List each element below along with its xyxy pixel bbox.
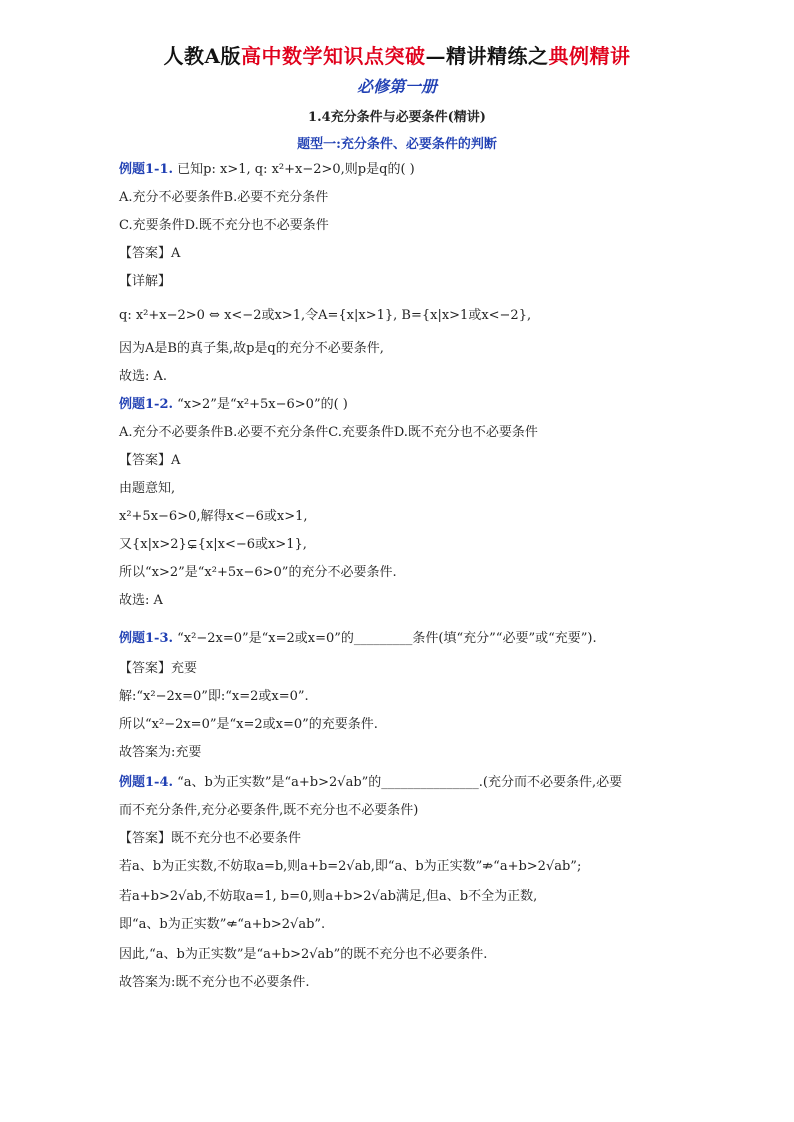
title-part-3: —精讲精练之 <box>425 44 549 68</box>
line-text: 【详解】 <box>119 274 172 289</box>
document-line <box>119 245 180 263</box>
line-text: A.充分不必要条件B.必要不充分条件 <box>119 190 329 205</box>
line-text: 所以“x>2”是“x²+5x−6>0”的充分不必要条件. <box>119 565 397 580</box>
line-text: 所以“x²−2x=0”是“x=2或x=0”的充要条件. <box>119 717 378 732</box>
line-text: 由题意知, <box>119 481 176 496</box>
example-label: 例题1-4. <box>119 775 174 790</box>
line-text: 已知p: x>1, q: x²+x−2>0,则p是q的( ) <box>177 162 415 177</box>
line-text: 故选: A. <box>119 369 168 384</box>
line-text: 又{x|x>2}⊊{x|x<−6或x>1}, <box>119 537 307 552</box>
line-text: “x>2”是“x²+5x−6>0”的( ) <box>177 397 348 412</box>
document-line <box>119 452 180 470</box>
line-text: 因为A是B的真子集,故p是q的充分不必要条件, <box>119 341 384 356</box>
line-text: 【答案】既不充分也不必要条件 <box>119 831 302 846</box>
line-text: 故选: A <box>119 593 163 608</box>
line-text: 而不充分条件,充分必要条件,既不充分也不必要条件) <box>119 803 419 818</box>
document-line <box>119 396 348 414</box>
line-text: A.充分不必要条件B.必要不充分条件C.充要条件D.既不充分也不必要条件 <box>119 425 538 440</box>
section-title: 1.4充分条件与必要条件(精讲) <box>308 110 486 125</box>
document-line <box>119 424 538 442</box>
document-line <box>119 508 308 526</box>
document-title <box>0 40 794 69</box>
document-line <box>119 744 201 762</box>
line-text: x²+5x−6>0,解得x<−6或x>1, <box>119 509 308 524</box>
line-text: 解:“x²−2x=0”即:“x=2或x=0”. <box>119 689 309 704</box>
example-label: 例题1-1. <box>119 162 174 177</box>
document-line <box>119 536 307 554</box>
line-text: 因此,“a、b为正实数”是“a+b>2√ab”的既不充分也不必要条件. <box>119 947 488 962</box>
example-label: 例题1-3. <box>119 631 174 646</box>
document-line <box>119 916 325 934</box>
document-line <box>119 802 418 820</box>
title-part-2: 高中数学知识点突破 <box>241 44 426 68</box>
line-text: 即“a、b为正实数”⇍“a+b>2√ab”. <box>119 917 326 932</box>
line-text: 【答案】A <box>119 453 181 468</box>
title-part-1: 人教A版 <box>163 44 242 68</box>
document-subtitle: 必修第一册 <box>356 77 437 96</box>
document-line <box>119 307 531 325</box>
document-line <box>119 888 537 906</box>
document-line <box>119 189 328 207</box>
document-line <box>119 273 171 291</box>
document-line <box>119 688 309 706</box>
document-line <box>119 161 415 179</box>
line-text: “a、b为正实数”是“a+b>2√ab”的_______________.(充分而不必要条件,必要 <box>177 775 623 790</box>
document-line <box>119 660 197 678</box>
document-line <box>119 217 329 235</box>
document-line <box>119 630 597 648</box>
document-line <box>119 592 163 610</box>
line-text: 【答案】A <box>119 246 181 261</box>
document-line <box>119 946 487 964</box>
line-text: 故答案为:既不充分也不必要条件. <box>119 975 310 990</box>
document-line <box>119 774 622 792</box>
document-line <box>119 480 175 498</box>
document-line <box>119 858 581 876</box>
document-line <box>119 564 397 582</box>
document-line <box>119 716 378 734</box>
document-line <box>119 974 310 992</box>
document-line <box>119 340 384 358</box>
line-text: “x²−2x=0”是“x=2或x=0”的_________条件(填“充分”“必要”或“充要”). <box>177 631 597 646</box>
line-text: q: x²+x−2>0 ⇔ x<−2或x>1,令A={x|x>1}, B={x|x>1或x<−2}, <box>119 308 532 323</box>
line-text: 故答案为:充要 <box>119 745 202 760</box>
line-text: 【答案】充要 <box>119 661 198 676</box>
title-part-4: 典例精讲 <box>548 44 631 68</box>
example-label: 例题1-2. <box>119 397 174 412</box>
line-text: 若a+b>2√ab,不妨取a=1, b=0,则a+b>2√ab满足,但a、b不全为正数, <box>119 889 538 904</box>
line-text: C.充要条件D.既不充分也不必要条件 <box>119 218 329 233</box>
document-line <box>119 830 301 848</box>
question-type-title: 题型一:充分条件、必要条件的判断 <box>297 137 497 152</box>
document-line <box>119 368 167 386</box>
line-text: 若a、b为正实数,不妨取a=b,则a+b=2√ab,即“a、b为正实数”⇏“a+b>2√ab”; <box>119 859 582 874</box>
